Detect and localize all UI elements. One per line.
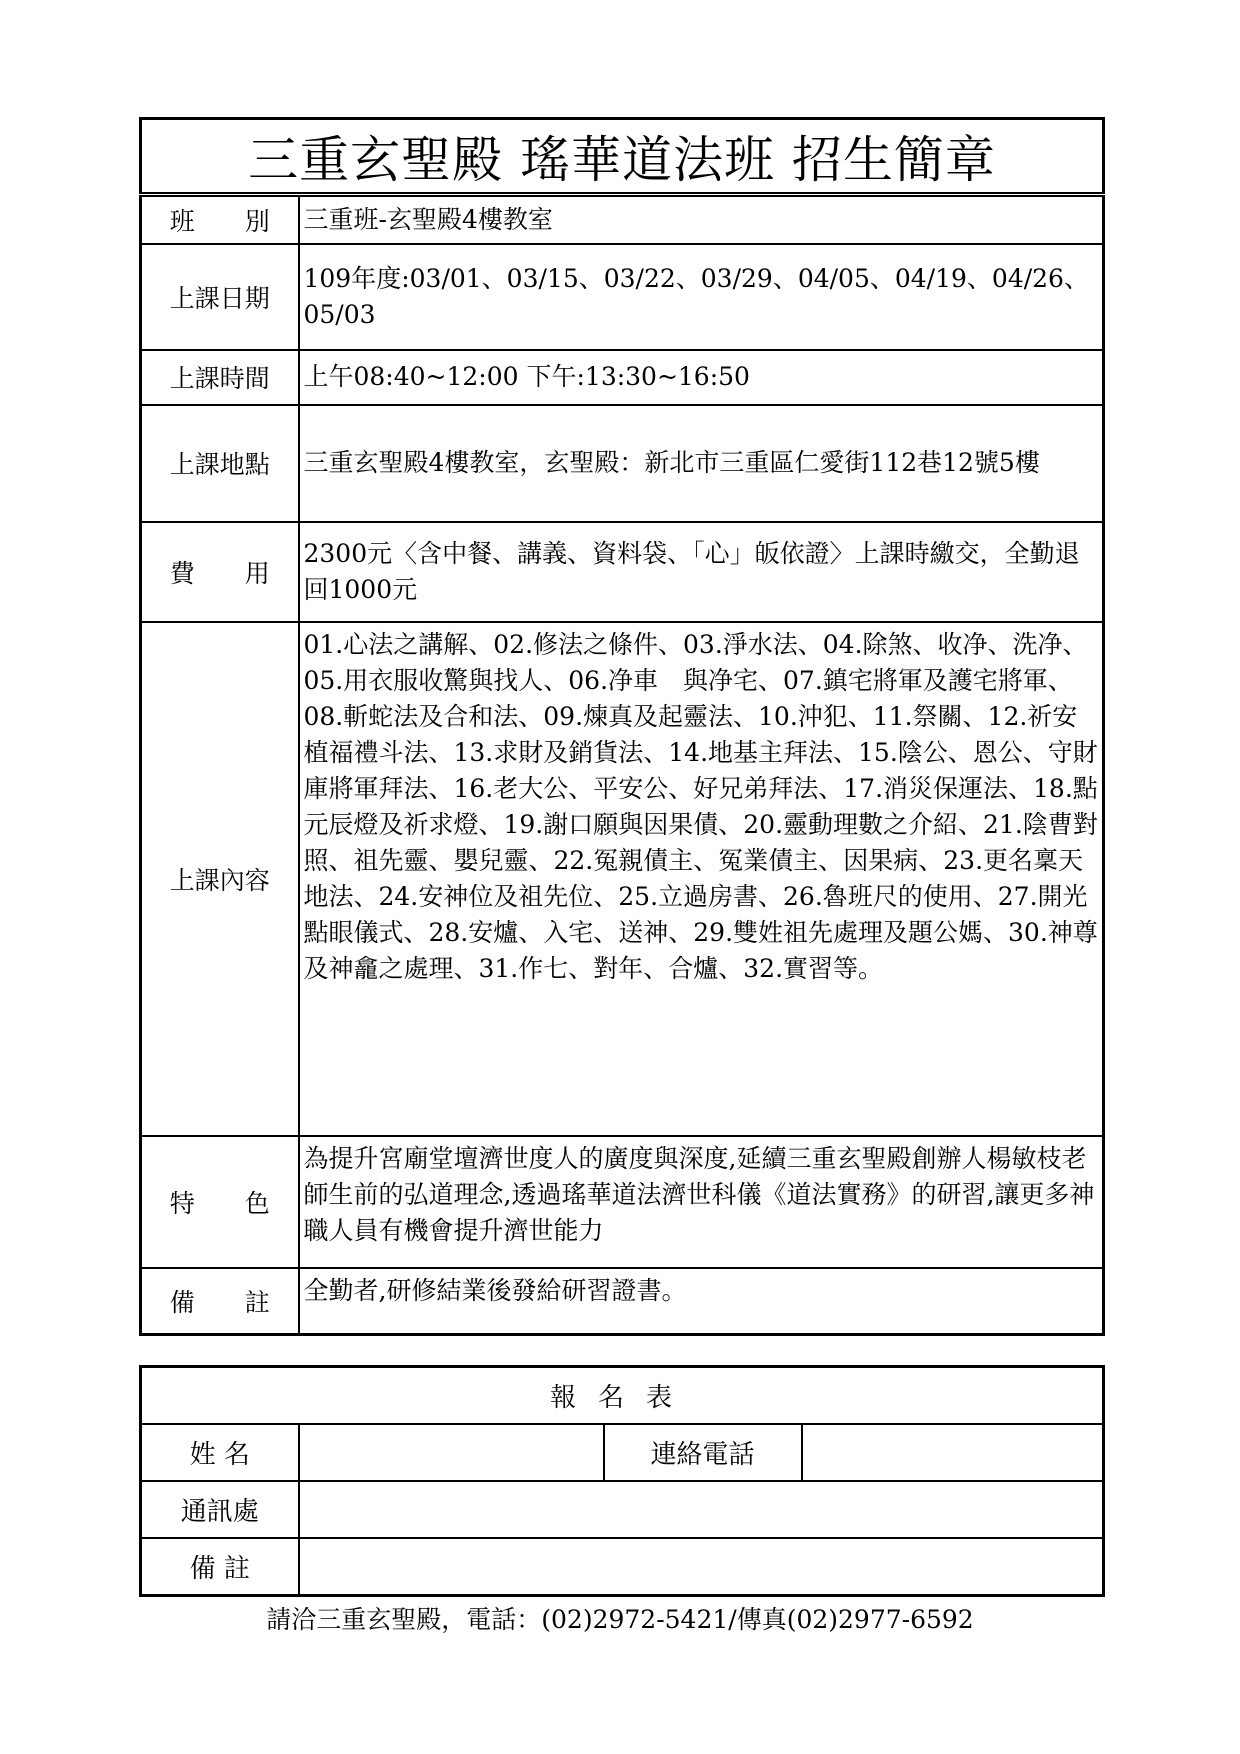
row-fee [141, 522, 1104, 622]
row-dates [141, 244, 1104, 350]
name-label: 姓 名 [141, 1424, 299, 1481]
row-class [141, 195, 1104, 244]
remark-value: 全勤者,研修結業後發給研習證書。 [299, 1268, 1104, 1335]
feature-label: 特 色 [141, 1136, 299, 1268]
content-value: 01.心法之講解、02.修法之條件、03.淨水法、04.除煞、收净、洗净、05.用衣服收驚與找人、06.净車 與净宅、07.鎮宅將軍及護宅將軍、08.斬蛇法及合和法、09.煉真及起靈法、10.沖犯、11.祭關、12.祈安植福禮斗法、13.求財及銷貨法、14.地基主拜法、15.陰公、恩公、守財庫將軍拜法、16.老大公、平安公、好兄弟拜法、17.消災保運法、18.點元辰燈及祈求燈、19.謝口願與因果債、20.靈動理數之介紹、21.陰曹對照、祖先靈、嬰兒靈、22.冤親債主、冤業債主、因果病、23.更名稟天地法、24.安神位及祖先位、25.立過房書、26.魯班尺的使用、27.開光點眼儀式、28.安爐、入宅、送神、29.雙姓祖先處理及題公媽、30.神尊及神龕之處理、31.作七、對年、合爐、32.實習等。 [299, 622, 1104, 1136]
address-label: 通訊處 [141, 1481, 299, 1538]
location-value: 三重玄聖殿4樓教室，玄聖殿：新北市三重區仁愛街112巷12號5樓 [299, 405, 1104, 522]
class-value: 三重班-玄聖殿4樓教室 [299, 195, 1104, 244]
form-remark-label: 備 註 [141, 1538, 299, 1596]
row-content [141, 622, 1104, 1136]
row-location [141, 405, 1104, 522]
address-field[interactable] [299, 1481, 1104, 1538]
row-time [141, 350, 1104, 405]
dates-label: 上課日期 [141, 244, 299, 350]
time-label: 上課時間 [141, 350, 299, 405]
content-label: 上課內容 [141, 622, 299, 1136]
remark-label: 備 註 [141, 1268, 299, 1335]
dates-value: 109年度:03/01、03/15、03/22、03/29、04/05、04/19、04/26、05/03 [299, 244, 1104, 350]
name-field[interactable] [299, 1424, 604, 1481]
feature-value: 為提升宮廟堂壇濟世度人的廣度與深度,延續三重玄聖殿創辦人楊敏枝老師生前的弘道理念,透過瑤華道法濟世科儀《道法實務》的研習,讓更多神職人員有機會提升濟世能力 [299, 1136, 1104, 1268]
fee-label: 費 用 [141, 522, 299, 622]
row-feature [141, 1136, 1104, 1268]
brochure-table [139, 117, 1105, 1336]
location-label: 上課地點 [141, 405, 299, 522]
fee-value: 2300元〈含中餐、講義、資料袋、「心」皈依證〉上課時繳交，全勤退回1000元 [299, 522, 1104, 622]
contact-info: 請洽三重玄聖殿，電話：(02)2972-5421/傳真(02)2977-6592 [266, 1605, 974, 1634]
registration-form [139, 1365, 1105, 1597]
phone-field[interactable] [802, 1424, 1104, 1481]
time-value: 上午08:40~12:00 下午:13:30~16:50 [299, 350, 1104, 405]
phone-label: 連絡電話 [604, 1424, 802, 1481]
page-title: 三重玄聖殿 瑤華道法班 招生簡章 [141, 119, 1104, 195]
class-label: 班 別 [141, 195, 299, 244]
form-title: 報名表 [141, 1367, 1104, 1425]
form-remark-field[interactable] [299, 1538, 1104, 1596]
row-remark [141, 1268, 1104, 1335]
